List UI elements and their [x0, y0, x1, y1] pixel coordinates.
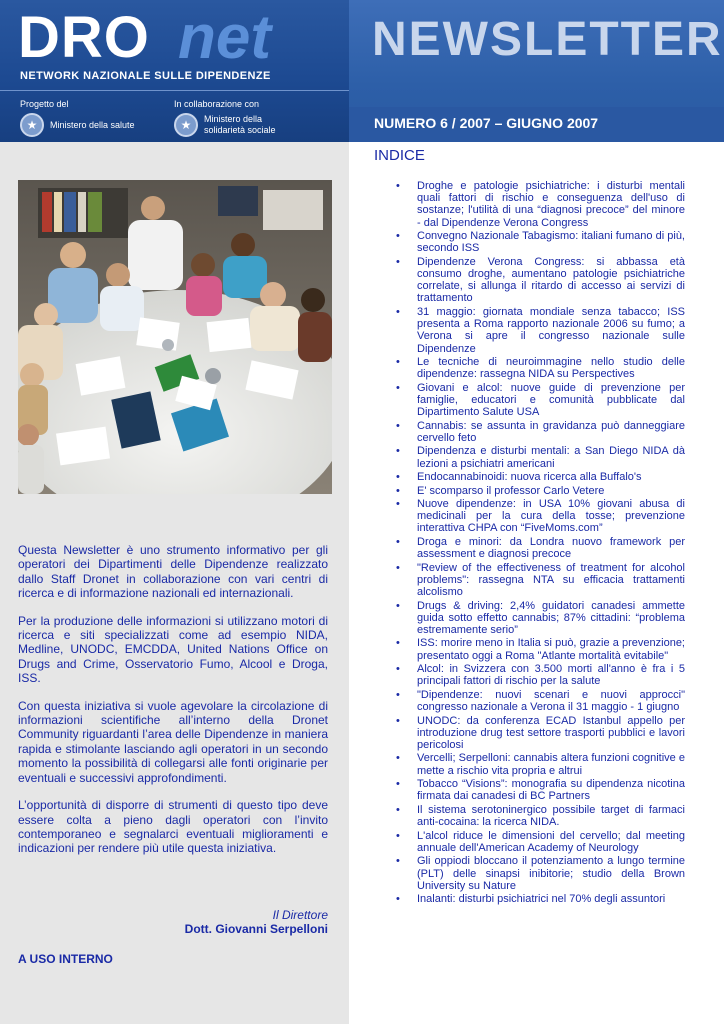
index-item-text: UNODC: da conferenza ECAD Istanbul appello per introduzione drug test settore trasporti pubblici e lavori pericolosi: [417, 714, 685, 751]
bullet-icon: •: [396, 419, 400, 432]
ministry-social-name: Ministero della solidarietà sociale: [204, 114, 276, 135]
bullet-icon: •: [396, 663, 400, 676]
intro-paragraph-3: Con questa iniziativa si vuole agevolare la circolazione di informazioni scientifiche all’interno della Dronet Community riguardanti l’area delle Dipendenze in maniera rapida e stimolante lasciando agli operatori in un secondo momento la possibilità di collegarsi alle fonti originarie per eventuali e successivi approfondimenti.: [18, 698, 328, 785]
index-item-text: Convegno Nazionale Tabagismo: italiani fumano di più, secondo ISS: [417, 230, 685, 255]
bullet-icon: •: [396, 498, 400, 511]
header-divider: [0, 90, 349, 91]
bullet-icon: •: [396, 599, 400, 612]
index-item-text: Nuove dipendenze: in USA 10% giovani abusa di medicinali per la cura della tosse; prevenzione interattiva CHPA con “FiveMoms.com”: [417, 498, 685, 535]
bullet-icon: •: [396, 356, 400, 369]
bullet-icon: •: [396, 752, 400, 765]
index-item: [396, 689, 685, 713]
index-item: [396, 637, 685, 661]
index-item: [396, 536, 685, 560]
index-item: [396, 420, 685, 444]
bullet-icon: •: [396, 688, 400, 701]
index-item-text: 31 maggio: giornata mondiale senza tabacco; ISS presenta a Roma rapporto nazionale 2006 su fumo; a Verona si apre il congresso nazionale sulle Dipendenze: [417, 305, 685, 355]
index-item-text: Le tecniche di neuroimmagine nello studio delle dipendenze: rassegna NIDA su Perspectives: [417, 356, 685, 381]
header-logo-area: [0, 0, 349, 142]
index-item-text: Tobacco “Visions”: monografia su dipendenza nicotina firmata dai canadesi di BC Partners: [417, 778, 685, 803]
index-item: [396, 445, 685, 469]
intro-paragraph-2: Per la produzione delle informazioni si utilizzano motori di ricerca e siti specializzati come ad esempio NIDA, Medline, UNODC, EMCDDA, United Nations Office on Drugs and Crime, Osservatorio Fumo, Alcool e Droga, ISS.: [18, 613, 328, 686]
index-item-text: "Dipendenze: nuovi scenari e nuovi approcci" congresso nazionale a Verona il 31 maggio - 1 giugno: [417, 688, 685, 714]
bullet-icon: •: [396, 637, 400, 650]
index-item: [396, 715, 685, 752]
index-item: [396, 485, 685, 497]
index-item-text: Cannabis: se assunta in gravidanza può danneggiare cervello feto: [417, 419, 685, 444]
index-item-text: Alcol: in Svizzera con 3.500 morti all'anno è fra i 5 principali fattori di rischio per la salute: [417, 663, 685, 688]
index-item: [396, 893, 685, 905]
bullet-icon: •: [396, 381, 400, 394]
index-item: [396, 382, 685, 419]
newsletter-title: NEWSLETTER: [372, 13, 723, 66]
index-item-text: Il sistema serotoninergico possibile target di farmaci anti-cocaina: la ricerca NIDA.: [417, 803, 685, 829]
index-item-text: Droga e minori: da Londra nuovo framework per assessment e diagnosi precoce: [417, 535, 685, 561]
index-item-text: Drugs & driving: 2,4% guidatori canadesi ammette guida sotto effetto cannabis; 87% cittadini: “problema estremamente serio”: [417, 599, 685, 636]
index-item: [396, 562, 685, 599]
index-item: [396, 752, 685, 776]
logo-subtitle: NETWORK NAZIONALE SULLE DIPENDENZE: [20, 70, 271, 82]
internal-use-label: A USO INTERNO: [18, 952, 113, 966]
index-item: [396, 778, 685, 802]
index-item: [396, 498, 685, 535]
bullet-icon: •: [396, 855, 400, 868]
index-item: [396, 356, 685, 380]
intro-text: [18, 543, 328, 869]
italian-emblem-icon: ★: [20, 113, 44, 137]
project-label: Progetto del: [20, 99, 69, 109]
bullet-icon: •: [396, 535, 400, 548]
logo-dro-text: DRO: [18, 5, 150, 70]
index-item-text: Giovani e alcol: nuove guide di prevenzione per famiglie, educatori e comunità pubblicate dal Dipartimento Salute USA: [417, 381, 685, 419]
index-item-text: Endocannabinoidi: nuova ricerca alla Buffalo's: [417, 471, 642, 484]
index-list: [396, 180, 685, 907]
issue-bar: [349, 107, 724, 142]
index-item: [396, 600, 685, 637]
signature-name: Dott. Giovanni Serpelloni: [184, 922, 328, 936]
index-item-text: ISS: morire meno in Italia si può, grazie a prevenzione; presentato oggi a Roma "Atlante mortalità evitabile": [417, 637, 685, 662]
bullet-icon: •: [396, 180, 400, 192]
bullet-icon: •: [396, 778, 400, 791]
index-item: [396, 256, 685, 305]
bullet-icon: •: [396, 230, 400, 243]
index-item-text: Vercelli; Serpelloni: cannabis altera funzioni cognitive e mette a rischio vita propria e altrui: [417, 752, 685, 777]
signature-role: Il Direttore: [272, 908, 328, 922]
index-item-text: L'alcol riduce le dimensioni del cervello; dal meeting annuale dell'American Academy of Neurology: [417, 829, 685, 854]
index-item-text: Inalanti: disturbi psichiatrici nel 70% degli assuntori: [417, 893, 666, 906]
bullet-icon: •: [396, 484, 400, 497]
bullet-icon: •: [396, 829, 400, 842]
index-item-text: Dipendenza e disturbi mentali: a San Diego NIDA dà lezioni a psichiatri americani: [417, 445, 685, 470]
bullet-icon: •: [396, 893, 400, 906]
index-item-text: E' scomparso il professor Carlo Vetere: [417, 484, 605, 497]
issue-number: NUMERO 6 / 2007 – GIUGNO 2007: [374, 115, 599, 131]
collab-label: In collaborazione con: [174, 99, 260, 109]
team-photo: [18, 180, 332, 494]
index-item-text: Droghe e patologie psichiatriche: i disturbi mentali quali fattori di rischio e conseguenza dell'uso di sostanze; l'utilità di una “diagnosi precoce” del minore - dal Dipendenze Verona Congress: [417, 180, 685, 229]
index-item: [396, 230, 685, 254]
bullet-icon: •: [396, 803, 400, 816]
index-item: [396, 306, 685, 355]
index-item: [396, 663, 685, 687]
bullet-icon: •: [396, 255, 400, 268]
index-item-text: Gli oppiodi bloccano il potenziamento a lungo termine (PLT) delle sinapsi inibitorie; studio della Brown University su Nature: [417, 855, 685, 892]
intro-paragraph-4: L’opportunità di disporre di strumenti di questo tipo deve essere colta a pieno dagli operatori con l’invito contemporaneo e segnalarci eventuali miglioramenti e indicazioni per rendere più utile questa iniziativa.: [18, 798, 328, 856]
bullet-icon: •: [396, 445, 400, 458]
ministry-health: [20, 113, 140, 137]
bullet-icon: •: [396, 561, 400, 574]
index-item-text: "Review of the effectiveness of treatment for alcohol problems": rassegna NTA su efficacia trattamenti alcolismo: [417, 561, 685, 599]
index-item: [396, 855, 685, 892]
ministry-health-name: Ministero della salute: [50, 119, 135, 130]
bullet-icon: •: [396, 305, 400, 318]
index-item: [396, 830, 685, 854]
index-item-text: Dipendenze Verona Congress: si abbassa età consumo droghe, aumentano patologie psichiatriche correlate, si allunga il ritardo di accesso ai servizi di trattamento: [417, 255, 685, 305]
ministry-social: [174, 113, 294, 137]
team-meeting-image: [18, 180, 332, 494]
index-title: INDICE: [374, 147, 425, 164]
logo-net-text: net: [178, 3, 271, 72]
italian-emblem-icon: ★: [174, 113, 198, 137]
bullet-icon: •: [396, 714, 400, 727]
index-item: [396, 471, 685, 483]
index-item: [396, 804, 685, 828]
intro-paragraph-1: Questa Newsletter è uno strumento informativo per gli operatori dei Dipartimenti delle Dipendenze realizzato dallo Staff Dronet in collaborazione con vari centri di ricerca e di informazione nazionali ed internazionali.: [18, 543, 328, 601]
bullet-icon: •: [396, 471, 400, 484]
index-item: [396, 180, 685, 229]
